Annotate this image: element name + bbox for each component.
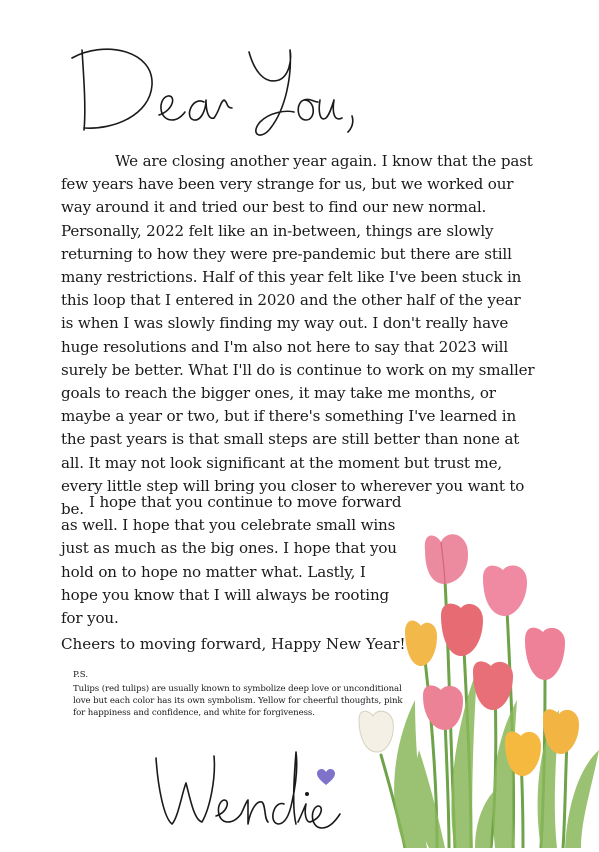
ps-label: P.S.	[73, 670, 89, 680]
letter-paragraph-1	[61, 150, 535, 521]
heart-icon	[316, 768, 336, 786]
ps-text: Tulips (red tulips) are usually known to symbolize deep love or unconditional love but each color has its own symbolism. Yellow for cheerful thoughts, pink for happiness and confidence, and white for forgiveness.	[73, 684, 403, 718]
tulips-illustration	[345, 520, 599, 848]
paragraph-1-text: We are closing another year again. I know that the past few years have been very strange for us, but we worked our way around it and tried our best to find our new normal. Personally, 2022 felt like an in-between, things are slowly returning to how they were pre-pandemic but there are still many restrictions. Half of this year felt like I've been stuck in this loop that I entered in 2020 and the other half of the year is when I was slowly finding my way out. I don't really have huge resolutions and I'm also not here to say that 2023 will surely be better. What I'll do is continue to work on my smaller goals to reach the bigger ones, it may take me months, or maybe a year or two, but if there's something I've learned in the past years is that small steps are still better than none at all. It may not look significant at the moment but trust me, every little step will bring you closer to wherever you want to be.	[61, 152, 535, 519]
signature	[146, 738, 346, 838]
greeting-heading	[64, 30, 364, 140]
closing-line: Cheers to moving forward, Happy New Year!	[61, 635, 406, 653]
paragraph-2-text: I hope that you continue to move forward as well. I hope that you celebrate small wins just as much as the big ones. I hope that you hold on to hope no matter what. Lastly, I hope you know that I will always be rooting for you.	[61, 493, 402, 628]
